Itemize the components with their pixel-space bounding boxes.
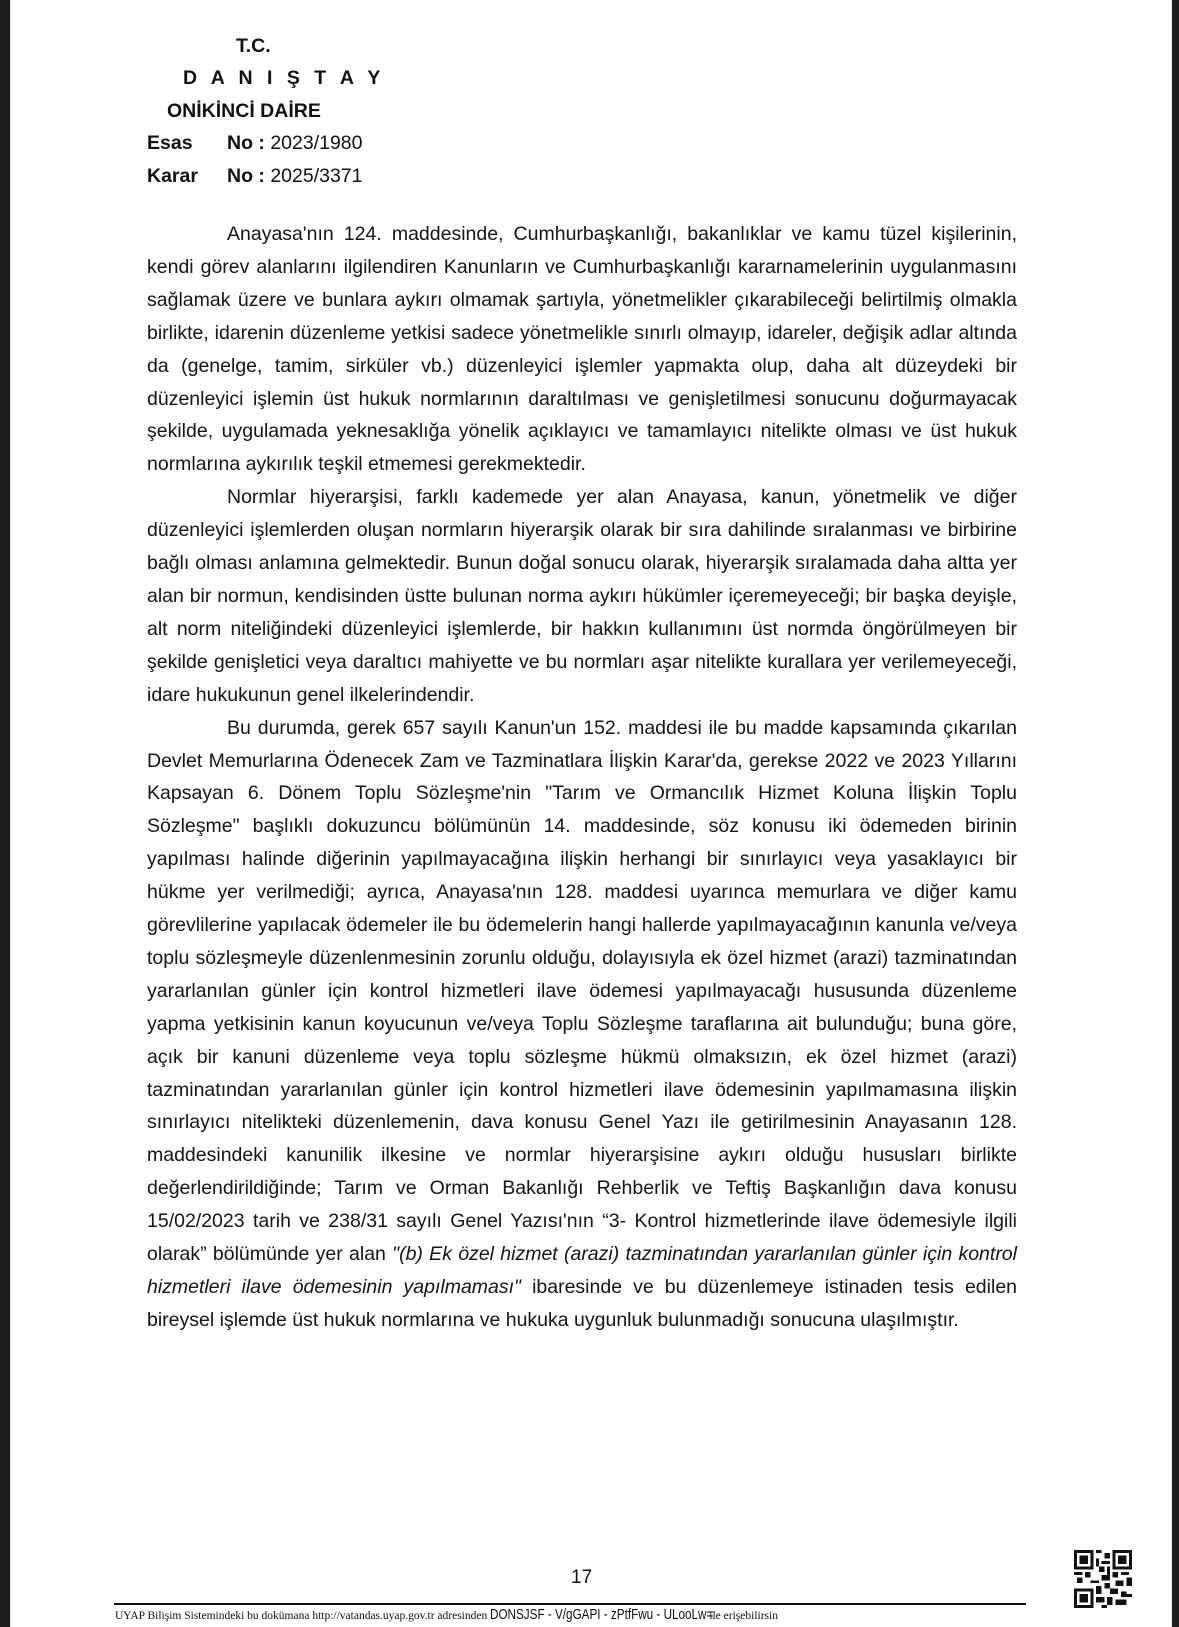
esas-number: 2023/1980 [264,132,363,154]
quoted-provision: "(b) Ek özel hizmet (arazi) tazminatından yararlanılan günler için kontrol hizmetleri ilave ödemesinin yapılmaması" [147,1243,1017,1298]
qr-code-icon [1074,1550,1132,1608]
header-court: D A N I Ş T A Y [183,67,385,89]
paragraph [147,712,1017,1337]
karar-number: 2025/3371 [264,165,363,187]
page-number: 17 [571,1567,593,1588]
document-page [10,0,1172,1627]
uyap-access-note [115,1607,778,1624]
esas-number-row [147,131,363,155]
header-tc: T.C. [236,35,271,57]
header-chamber: ONİKİNCİ DAİRE [167,100,321,122]
access-note-suffix: ile erişebilirsin [706,1610,778,1622]
access-note-prefix: UYAP Bilişim Sistemindeki bu dokümana http://vatandas.uyap.gov.tr adresinden [115,1610,491,1622]
paragraph: Normlar hiyerarşisi, farklı kademede yer alan Anayasa, kanun, yönetmelik ve diğer düzenleyici işlemlerden oluşan normların hiyerarşik olarak bir sıra dahilinde sıralanması ve birbirine bağlı olması anlamına gelmektedir. Bunun doğal sonucu olarak, hiyerarşik sıralamada daha altta yer alan bir normun, kendisinden üstte bulunan norma aykırı hükümler içeremeyeceği; bir başka deyişle, alt norm niteliğindeki düzenleyici işlemlerde, bir hakkın kullanımını üst normda öngörülmeyen bir şekilde genişletici veya daraltıcı mahiyette ve bu normları aşar nitelikte kurallara yer verilemeyeceği, idare hukukunun genel ilkelerindendir. [147,486,1017,706]
footer-divider [114,1603,1026,1605]
document-access-code: DONSJSF - V/gGAPI - zPtfFwu - ULooLw= [490,1606,714,1623]
esas-label: Esas [147,132,193,154]
document-body [147,218,1017,1337]
esas-no-label: No : [227,132,265,154]
paragraph: Anayasa'nın 124. maddesinde, Cumhurbaşkanlığı, bakanlıklar ve kamu tüzel kişilerinin, kendi görev alanlarını ilgilendiren Kanunların ve Cumhurbaşkanlığı kararnamelerinin uygulanmasını sağlamak üzere ve bunlara aykırı olmamak şartıyla, yönetmelikler çıkarabileceği belirtilmiş olmakla birlikte, idarenin düzenleme yetkisi sadece yönetmelikle sınırlı olmayıp, idareler, değişik adlar altında da (genelge, tamim, sirküler vb.) düzenleyici işlemler yapmakta olup, daha alt düzeydeki bir düzenleyici işlemin üst hukuk normlarının daraltılması ve genişletilmesi sonucunu doğurmayacak şekilde, uygulamada yeknesaklığa yönelik açıklayıcı ve tamamlayıcı nitelikte olması ve üst hukuk normlarına aykırılık teşkil etmemesi gerekmektedir. [147,223,1017,476]
karar-no-label: No : [227,165,265,187]
karar-label: Karar [147,165,198,187]
karar-number-row [147,164,363,188]
paragraph-text: ibaresinde ve bu düzenlemeye istinaden tesis edilen bireysel işlemde üst hukuk normlarına ve hukuka uygunluk bulunmadığı sonucuna ulaşılmıştır. [147,1276,1018,1331]
paragraph-text: Bu durumda, gerek 657 sayılı Kanun'un 152. maddesi ile bu madde kapsamında çıkarılan Devlet Memurlarına Ödenecek Zam ve Tazminatlara İlişkin Karar'da, gerekse 2022 ve 2023 Yıllarını Kapsayan 6. Dönem Toplu Sözleşme'nin "Tarım ve Ormancılık Hizmet Koluna İlişkin Toplu Sözleşme" başlıklı dokuzuncu bölümünün 14. maddesinde, söz konusu iki ödemeden birinin yapılması halinde diğerinin yapılmayacağına ilişkin herhangi bir sınırlayıcı veya yasaklayıcı bir hükme yer verilmediği; ayrıca, Anayasa'nın 128. maddesi uyarınca memurlara ve diğer kamu görevlilerine yapılacak ödemeler ile bu ödemelerin hangi hallerde yapılmayacağının kanunla ve/veya toplu sözleşmeyle düzenlenmesinin zorunlu olduğu, dolayısıyla ek özel hizmet (arazi) tazminatından yararlanılan günler için kontrol hizmetleri ilave ödemesi yapılmayacağı hususunda düzenleme yapma yetkisinin kanun koyucunun ve/veya Toplu Sözleşme taraflarına ait bulunduğu; buna göre, açık bir kanuni düzenleme veya toplu sözleşme hükmü olmaksızın, ek özel hizmet (arazi) tazminatından yararlanılan günler için kontrol hizmetleri ilave ödemesinin yapılmamasına ilişkin sınırlayıcı nitelikteki düzenlemenin, dava konusu Genel Yazı ile getirilmesinin Anayasanın 128. maddesindeki kanunilik ilkesine ve normlar hiyerarşisine aykırı olduğu hususları birlikte değerlendirildiğinde; Tarım ve Orman Bakanlığı Rehberlik ve Teftiş Başkanlığın dava konusu 15/02/2023 tarih ve 238/31 sayılı Genel Yazısı'nın “3- Kontrol hizmetlerinde ilave ödemesiyle ilgili olarak” bölümünde yer alan [147,716,1017,1266]
